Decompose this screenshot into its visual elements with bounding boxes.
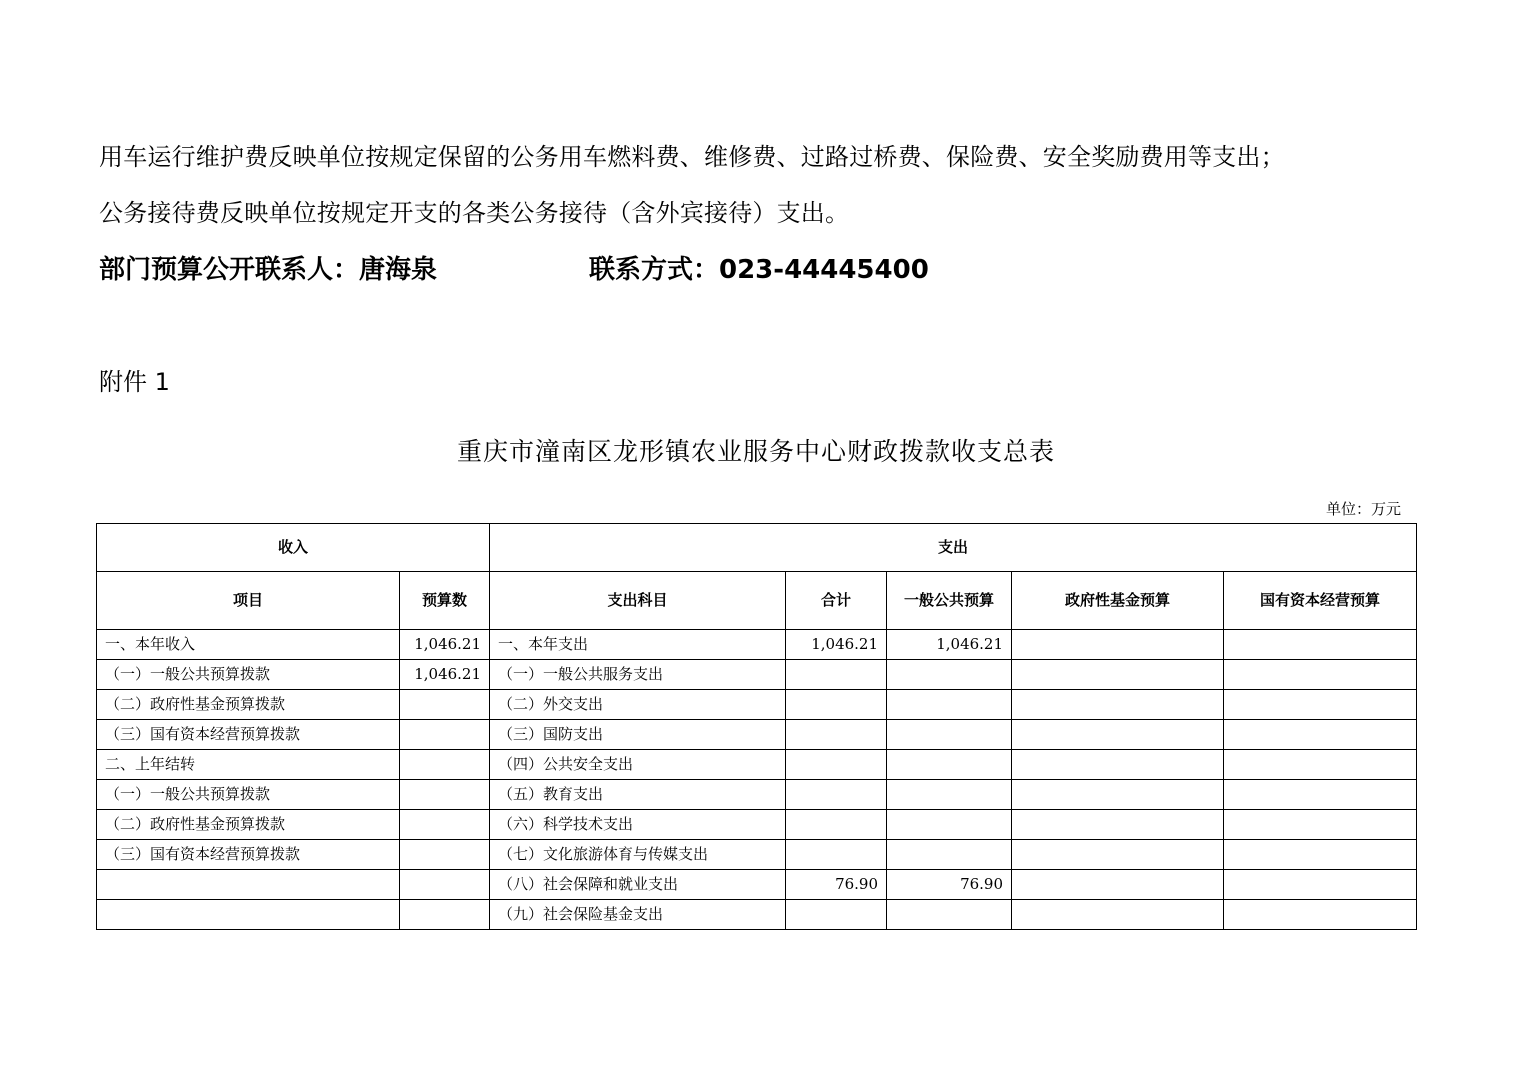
cell-budget xyxy=(400,690,490,720)
paragraph-vehicle-cost: 用车运行维护费反映单位按规定保留的公务用车燃料费、维修费、过路过桥费、保险费、安全奖励费用等支出； xyxy=(99,143,1285,171)
cell-gov-fund xyxy=(1012,630,1224,660)
header-general-budget: 一般公共预算 xyxy=(887,572,1012,630)
cell-item: （三）国有资本经营预算拨款 xyxy=(97,720,400,750)
cell-item: 一、本年收入 xyxy=(97,630,400,660)
table-row xyxy=(97,810,1417,840)
cell-budget xyxy=(400,750,490,780)
cell-total xyxy=(786,690,887,720)
table-row xyxy=(97,690,1417,720)
cell-budget xyxy=(400,720,490,750)
contact-phone: 联系方式：023-44445400 xyxy=(589,255,929,285)
cell-gov-fund xyxy=(1012,840,1224,870)
cell-budget: 1,046.21 xyxy=(400,630,490,660)
cell-state-capital xyxy=(1224,900,1417,930)
cell-subject: （一）一般公共服务支出 xyxy=(490,660,786,690)
cell-subject: （五）教育支出 xyxy=(490,780,786,810)
cell-general xyxy=(887,660,1012,690)
cell-subject: （七）文化旅游体育与传媒支出 xyxy=(490,840,786,870)
cell-item: 二、上年结转 xyxy=(97,750,400,780)
header-item: 项目 xyxy=(97,572,400,630)
cell-gov-fund xyxy=(1012,810,1224,840)
cell-budget xyxy=(400,780,490,810)
cell-gov-fund xyxy=(1012,870,1224,900)
contact-line xyxy=(99,254,929,286)
cell-total xyxy=(786,780,887,810)
cell-subject: （九）社会保险基金支出 xyxy=(490,900,786,930)
cell-budget xyxy=(400,810,490,840)
cell-subject: （八）社会保障和就业支出 xyxy=(490,870,786,900)
cell-general: 1,046.21 xyxy=(887,630,1012,660)
cell-state-capital xyxy=(1224,750,1417,780)
cell-gov-fund xyxy=(1012,750,1224,780)
cell-state-capital xyxy=(1224,780,1417,810)
cell-gov-fund xyxy=(1012,690,1224,720)
header-subject: 支出科目 xyxy=(490,572,786,630)
cell-total xyxy=(786,720,887,750)
table-row xyxy=(97,870,1417,900)
header-income: 收入 xyxy=(97,524,490,572)
cell-general xyxy=(887,750,1012,780)
cell-general xyxy=(887,780,1012,810)
cell-general xyxy=(887,720,1012,750)
cell-subject: （二）外交支出 xyxy=(490,690,786,720)
table-row xyxy=(97,900,1417,930)
header-state-capital-budget: 国有资本经营预算 xyxy=(1224,572,1417,630)
table-row xyxy=(97,780,1417,810)
header-expense: 支出 xyxy=(490,524,1417,572)
table-row xyxy=(97,630,1417,660)
table-row xyxy=(97,720,1417,750)
cell-state-capital xyxy=(1224,810,1417,840)
table-row xyxy=(97,660,1417,690)
cell-general xyxy=(887,900,1012,930)
cell-item: （一）一般公共预算拨款 xyxy=(97,780,400,810)
cell-item xyxy=(97,870,400,900)
cell-general xyxy=(887,840,1012,870)
cell-gov-fund xyxy=(1012,780,1224,810)
cell-total xyxy=(786,660,887,690)
finance-summary-table xyxy=(96,523,1417,930)
cell-item: （三）国有资本经营预算拨款 xyxy=(97,840,400,870)
cell-gov-fund xyxy=(1012,660,1224,690)
cell-gov-fund xyxy=(1012,900,1224,930)
cell-total: 1,046.21 xyxy=(786,630,887,660)
cell-state-capital xyxy=(1224,870,1417,900)
cell-general xyxy=(887,810,1012,840)
cell-budget xyxy=(400,870,490,900)
cell-budget xyxy=(400,840,490,870)
table-title: 重庆市潼南区龙形镇农业服务中心财政拨款收支总表 xyxy=(456,437,1055,466)
attachment-label: 附件 1 xyxy=(99,368,170,396)
cell-state-capital xyxy=(1224,660,1417,690)
unit-label: 单位：万元 xyxy=(1326,500,1402,518)
cell-state-capital xyxy=(1224,630,1417,660)
cell-item xyxy=(97,900,400,930)
cell-budget xyxy=(400,900,490,930)
cell-gov-fund xyxy=(1012,720,1224,750)
cell-item: （一）一般公共预算拨款 xyxy=(97,660,400,690)
cell-total: 76.90 xyxy=(786,870,887,900)
cell-subject: （四）公共安全支出 xyxy=(490,750,786,780)
table-row xyxy=(97,840,1417,870)
cell-total xyxy=(786,900,887,930)
cell-total xyxy=(786,750,887,780)
header-budget: 预算数 xyxy=(400,572,490,630)
cell-state-capital xyxy=(1224,840,1417,870)
cell-state-capital xyxy=(1224,690,1417,720)
header-total: 合计 xyxy=(786,572,887,630)
cell-general: 76.90 xyxy=(887,870,1012,900)
cell-state-capital xyxy=(1224,720,1417,750)
cell-subject: （六）科学技术支出 xyxy=(490,810,786,840)
cell-subject: 一、本年支出 xyxy=(490,630,786,660)
cell-total xyxy=(786,840,887,870)
cell-budget: 1,046.21 xyxy=(400,660,490,690)
table-row xyxy=(97,750,1417,780)
cell-general xyxy=(887,690,1012,720)
header-gov-fund-budget: 政府性基金预算 xyxy=(1012,572,1224,630)
cell-item: （二）政府性基金预算拨款 xyxy=(97,690,400,720)
cell-subject: （三）国防支出 xyxy=(490,720,786,750)
cell-total xyxy=(786,810,887,840)
cell-item: （二）政府性基金预算拨款 xyxy=(97,810,400,840)
contact-person: 部门预算公开联系人：唐海泉 xyxy=(99,255,438,285)
paragraph-reception-cost: 公务接待费反映单位按规定开支的各类公务接待（含外宾接待）支出。 xyxy=(99,199,850,227)
